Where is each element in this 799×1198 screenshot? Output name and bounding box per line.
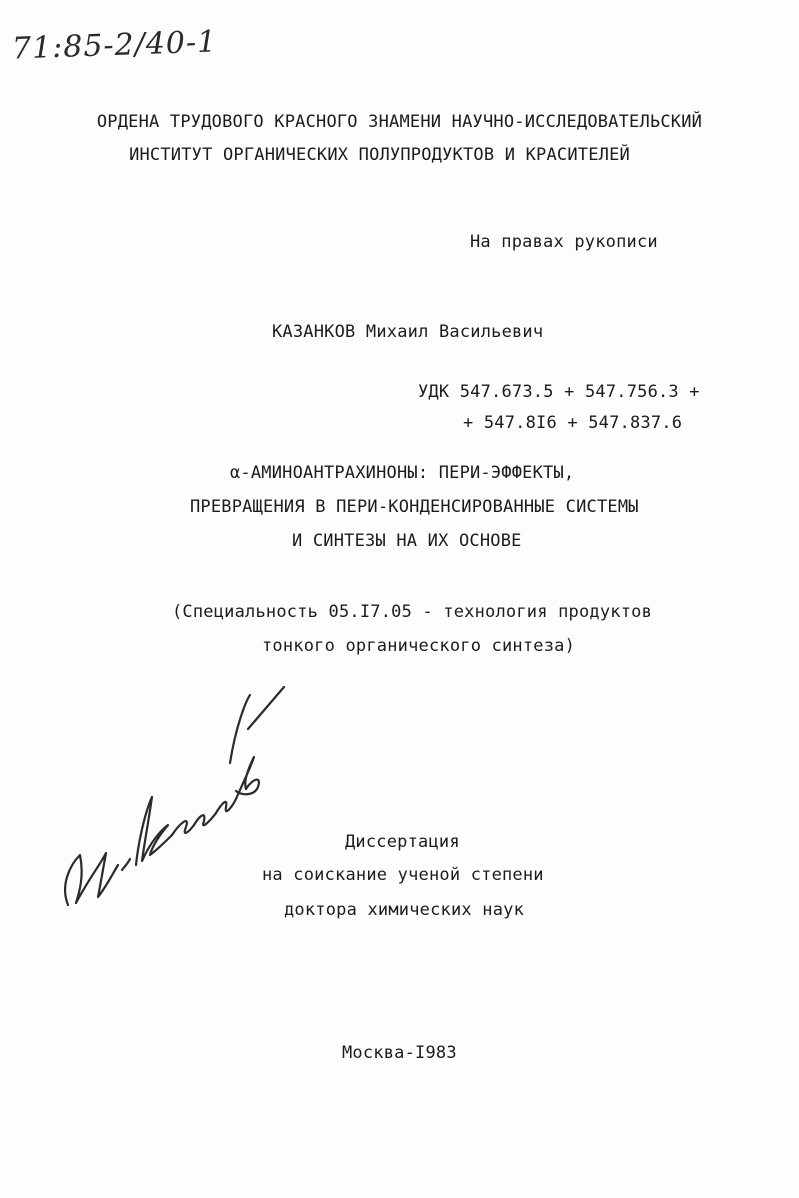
udc-line-2: + 547.8I6 + 547.837.6 bbox=[463, 413, 683, 433]
dissertation-line-3: доктора химических наук bbox=[284, 900, 525, 920]
dissertation-line-2: на соискание ученой степени bbox=[262, 865, 544, 885]
title-line-3: И СИНТЕЗЫ НА ИХ ОСНОВЕ bbox=[292, 531, 522, 551]
specialty-line-1: (Специальность 05.I7.05 - технология продуктов bbox=[172, 602, 653, 622]
signature-drawing bbox=[40, 665, 290, 925]
institution-line-1: ОРДЕНА ТРУДОВОГО КРАСНОГО ЗНАМЕНИ НАУЧНО-ИССЛЕДОВАТЕЛЬСКИЙ bbox=[96, 112, 703, 132]
city-year: Москва-I983 bbox=[342, 1043, 457, 1063]
title-line-2: ПРЕВРАЩЕНИЯ В ПЕРИ-КОНДЕНСИРОВАННЫЕ СИСТЕМЫ bbox=[190, 497, 639, 517]
dissertation-line-1: Диссертация bbox=[345, 832, 460, 852]
udc-line-1: УДК 547.673.5 + 547.756.3 + bbox=[418, 382, 700, 402]
institution-line-2: ИНСТИТУТ ОРГАНИЧЕСКИХ ПОЛУПРОДУКТОВ И КРАСИТЕЛЕЙ bbox=[129, 145, 630, 165]
author-name: КАЗАНКОВ Михаил Васильевич bbox=[272, 322, 544, 342]
archive-handwritten-note: 71:85-2/40-1 bbox=[11, 24, 218, 67]
title-line-1: α-АМИНОАНТРАХИНОНЫ: ПЕРИ-ЭФФЕКТЫ, bbox=[230, 463, 575, 483]
author-signature bbox=[40, 665, 290, 925]
rights-note: На правах рукописи bbox=[470, 232, 658, 252]
specialty-line-2: тонкого органического синтеза) bbox=[262, 636, 576, 656]
